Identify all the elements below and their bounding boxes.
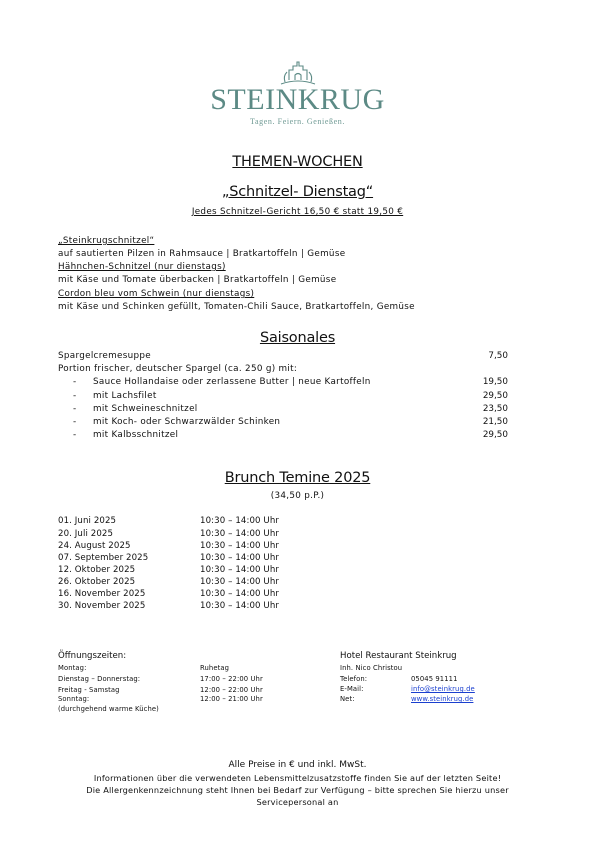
dish-name: Hähnchen-Schnitzel (nur dienstags) [58,262,226,272]
phone-number: 05045 91111 [411,675,458,683]
seasonal-heading: Saisonales [259,330,336,346]
brunch-date: 07. September 2025 [58,553,149,563]
castle-crest-icon [275,58,321,86]
logo-tagline: Tagen. Feiern. Genießen. [250,117,345,126]
brunch-date: 12. Oktober 2025 [58,565,136,575]
list-bullet: - [73,404,77,414]
list-bullet: - [73,417,77,427]
brunch-date: 30. November 2025 [58,601,146,611]
contact-label: Telefon: [340,675,368,683]
website-link[interactable]: www.steinkrug.de [411,695,474,703]
soup-name: Spargelcremesuppe [58,351,151,361]
asparagus-option: mit Kalbsschnitzel [93,430,179,440]
brunch-time: 10:30 – 14:00 Uhr [200,577,279,587]
brunch-time: 10:30 – 14:00 Uhr [200,601,279,611]
brunch-heading: Brunch Temine 2025 [224,470,371,486]
brunch-price-note: (34,50 p.P.) [270,491,325,501]
brunch-time: 10:30 – 14:00 Uhr [200,516,279,526]
asparagus-option: Sauce Hollandaise oder zerlassene Butter | neue Kartoffeln [93,377,371,387]
schnitzel-offer: Jedes Schnitzel-Gericht 16,50 € statt 19,50 € [191,207,404,217]
asparagus-option-price: 23,50 [482,404,508,414]
asparagus-option: mit Koch- oder Schwarzwälder Schinken [93,417,281,427]
hours-time: 17:00 – 22:00 Uhr [200,675,263,683]
theme-weeks-heading: THEMEN-WOCHEN [232,154,363,170]
brunch-time: 10:30 – 14:00 Uhr [200,529,279,539]
brunch-date: 20. Juli 2025 [58,529,114,539]
hours-day: Freitag - Samstag [58,686,120,694]
hours-day: Dienstag – Donnerstag: [58,675,141,683]
brunch-time: 10:30 – 14:00 Uhr [200,553,279,563]
asparagus-option: mit Schweineschnitzel [93,404,198,414]
contact-heading: Hotel Restaurant Steinkrug [340,651,457,661]
list-bullet: - [73,391,77,401]
opening-hours-heading: Öffnungszeiten: [58,651,127,661]
dish-name: Cordon bleu vom Schwein (nur dienstags) [58,289,255,299]
contact-label: E-Mail: [340,685,364,693]
hours-note: (durchgehend warme Küche) [58,705,159,713]
brunch-date: 24. August 2025 [58,541,131,551]
brunch-date: 26. Oktober 2025 [58,577,136,587]
asparagus-intro: Portion frischer, deutscher Spargel (ca. 250 g) mit: [58,364,298,374]
dish-description: mit Käse und Schinken gefüllt, Tomaten-Chili Sauce, Bratkartoffeln, Gemüse [58,302,415,312]
list-bullet: - [73,430,77,440]
brunch-time: 10:30 – 14:00 Uhr [200,589,279,599]
schnitzel-tuesday-title: „Schnitzel- Dienstag“ [221,184,374,200]
list-bullet: - [73,377,77,387]
asparagus-option-price: 19,50 [482,377,508,387]
contact-owner: Inh. Nico Christou [340,664,403,672]
brunch-time: 10:30 – 14:00 Uhr [200,565,279,575]
hours-day: Sonntag: [58,695,90,703]
hours-day: Montag: [58,664,87,672]
soup-price: 7,50 [488,351,508,361]
brunch-date: 16. November 2025 [58,589,146,599]
email-link[interactable]: info@steinkrug.de [411,685,475,693]
dish-name: „Steinkrugschnitzel“ [58,236,155,246]
asparagus-option-price: 29,50 [482,391,508,401]
hours-time: 12:00 – 21:00 Uhr [200,695,263,703]
footer-additives-note: Informationen über die verwendeten Lebensmittelzusatzstoffe finden Sie auf der letzten Seite! [93,773,502,783]
dish-description: auf sautierten Pilzen in Rahmsauce | Bratkartoffeln | Gemüse [58,249,346,259]
footer-staff-note: Servicepersonal an [256,797,339,807]
dish-description: mit Käse und Tomate überbacken | Bratkartoffeln | Gemüse [58,275,337,285]
footer-allergens-note: Die Allergenkennzeichnung steht Ihnen bei Bedarf zur Verfügung – bitte sprechen Sie hierzu unser [86,785,509,795]
asparagus-option: mit Lachsfilet [93,391,157,401]
brunch-time: 10:30 – 14:00 Uhr [200,541,279,551]
asparagus-option-price: 29,50 [482,430,508,440]
hours-time: Ruhetag [200,664,230,672]
hours-time: 12:00 – 22:00 Uhr [200,686,263,694]
logo-wordmark: STEINKRUG [210,83,385,116]
footer-prices-note: Alle Preise in € und inkl. MwSt. [228,760,367,770]
brunch-date: 01. Juni 2025 [58,516,117,526]
asparagus-option-price: 21,50 [482,417,508,427]
contact-label: Net: [340,695,355,703]
